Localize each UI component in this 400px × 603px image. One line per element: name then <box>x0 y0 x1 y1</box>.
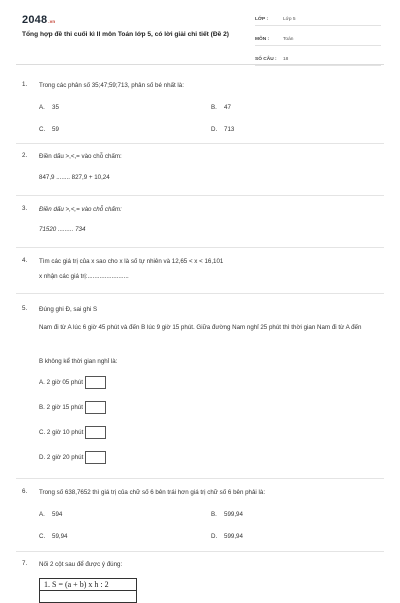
answer-checkbox[interactable] <box>85 426 106 439</box>
option-text: 59 <box>52 126 59 133</box>
meta-row-class <box>255 14 381 26</box>
meta-key: MÔN : <box>255 37 270 42</box>
question-paragraph: Nam đi từ A lúc 6 giờ 45 phút và đến B lúc 9 giờ 15 phút. Giữa đường Nam nghỉ 25 phút thì thời gian Nam đi từ A đến <box>39 324 362 331</box>
question-text: Trong số 638,7652 thì giá trị của chữ số 6 bên trái hơn giá trị chữ số 6 bên phải là: <box>39 489 266 496</box>
option-a[interactable] <box>39 104 59 111</box>
question-text: Trong các phân số 35;47;59;713, phân số bé nhất là: <box>39 82 184 89</box>
option-letter: C. <box>39 126 46 133</box>
option-b[interactable] <box>211 511 243 518</box>
option-d[interactable] <box>211 126 234 133</box>
option-text: 713 <box>224 126 235 133</box>
table-row <box>40 591 137 603</box>
choice-label: A. 2 giờ 05 phút <box>39 379 83 386</box>
question-number: 2. <box>22 152 28 159</box>
question-text: Đúng ghi Đ, sai ghi S <box>39 306 98 313</box>
question-divider <box>16 551 384 552</box>
option-letter: A. <box>39 511 45 518</box>
question-2 <box>22 152 382 161</box>
choice-row-d[interactable] <box>39 451 106 464</box>
meta-panel <box>255 14 381 74</box>
question-number: 5. <box>22 305 28 312</box>
meta-row-subject <box>255 34 381 46</box>
option-c[interactable] <box>39 533 67 540</box>
question-divider <box>16 247 384 248</box>
logo-main: 2048 <box>22 14 48 26</box>
option-text: 594 <box>52 511 63 518</box>
question-paragraph-2: B không kể thời gian nghỉ là: <box>39 358 118 365</box>
question-divider <box>16 195 384 196</box>
question-number: 4. <box>22 257 28 264</box>
question-text: Điền dấu >,<,= vào chỗ chấm: <box>39 153 122 160</box>
option-letter: C. <box>39 533 46 540</box>
logo-sub: .vn <box>48 19 56 24</box>
answer-checkbox[interactable] <box>85 401 106 414</box>
answer-checkbox[interactable] <box>85 451 106 464</box>
question-4 <box>22 257 382 266</box>
question-5 <box>22 305 382 314</box>
choice-label: B. 2 giờ 15 phút <box>39 404 83 411</box>
answer-checkbox[interactable] <box>85 376 106 389</box>
question-divider <box>16 143 384 144</box>
option-letter: B. <box>211 511 217 518</box>
option-b[interactable] <box>211 104 231 111</box>
question-7 <box>22 560 382 569</box>
table-cell: 1. S = (a + b) x h : 2 <box>40 579 137 591</box>
question-3 <box>22 205 382 214</box>
option-text: 47 <box>224 104 231 111</box>
site-logo[interactable] <box>22 14 55 26</box>
question-number: 6. <box>22 488 28 495</box>
choice-label: D. 2 giờ 20 phút <box>39 454 84 461</box>
question-divider <box>16 293 384 294</box>
option-d[interactable] <box>211 533 243 540</box>
option-text: 59,94 <box>52 533 68 540</box>
table-row <box>40 579 137 591</box>
option-text: 599,94 <box>224 511 243 518</box>
question-text: Nối 2 cột sau để được ý đúng: <box>39 561 123 568</box>
choice-label: C. 2 giờ 10 phút <box>39 429 84 436</box>
option-a[interactable] <box>39 511 62 518</box>
option-letter: A. <box>39 104 45 111</box>
question-expression: 71520 ......... 734 <box>39 226 86 233</box>
option-letter: D. <box>211 126 218 133</box>
option-letter: B. <box>211 104 217 111</box>
question-text: Điền dấu >,<,= vào chỗ chấm: <box>39 206 122 213</box>
choice-row-c[interactable] <box>39 426 106 439</box>
page-title: Tổng hợp đề thi cuối kì II môn Toán lớp 5, có lời giải chi tiết (Đề 2) <box>22 31 230 38</box>
question-number: 3. <box>22 205 28 212</box>
meta-value: Lớp 5 <box>283 17 296 22</box>
meta-key: SỐ CÂU : <box>255 57 277 62</box>
question-1 <box>22 81 382 90</box>
matching-table <box>39 578 137 603</box>
option-letter: D. <box>211 533 218 540</box>
choice-row-a[interactable] <box>39 376 106 389</box>
choice-row-b[interactable] <box>39 401 106 414</box>
question-6 <box>22 488 382 497</box>
question-expression: 847,9 ........ 827,9 + 10,24 <box>39 174 110 181</box>
question-text: Tìm các giá trị của x sao cho x là số tự nhiên và 12,65 < x < 16,101 <box>39 258 224 265</box>
option-text: 599,94 <box>224 533 243 540</box>
meta-key: LỚP : <box>255 17 269 22</box>
header-divider <box>16 64 384 65</box>
question-number: 1. <box>22 81 28 88</box>
meta-value: Toán <box>283 37 294 42</box>
option-text: 35 <box>52 104 59 111</box>
question-number: 7. <box>22 560 28 567</box>
meta-value: 18 <box>283 57 289 62</box>
table-cell <box>40 591 137 603</box>
question-divider <box>16 478 384 479</box>
option-c[interactable] <box>39 126 59 133</box>
answer-blank[interactable]: x nhận các giá trị:........................ <box>39 273 129 280</box>
